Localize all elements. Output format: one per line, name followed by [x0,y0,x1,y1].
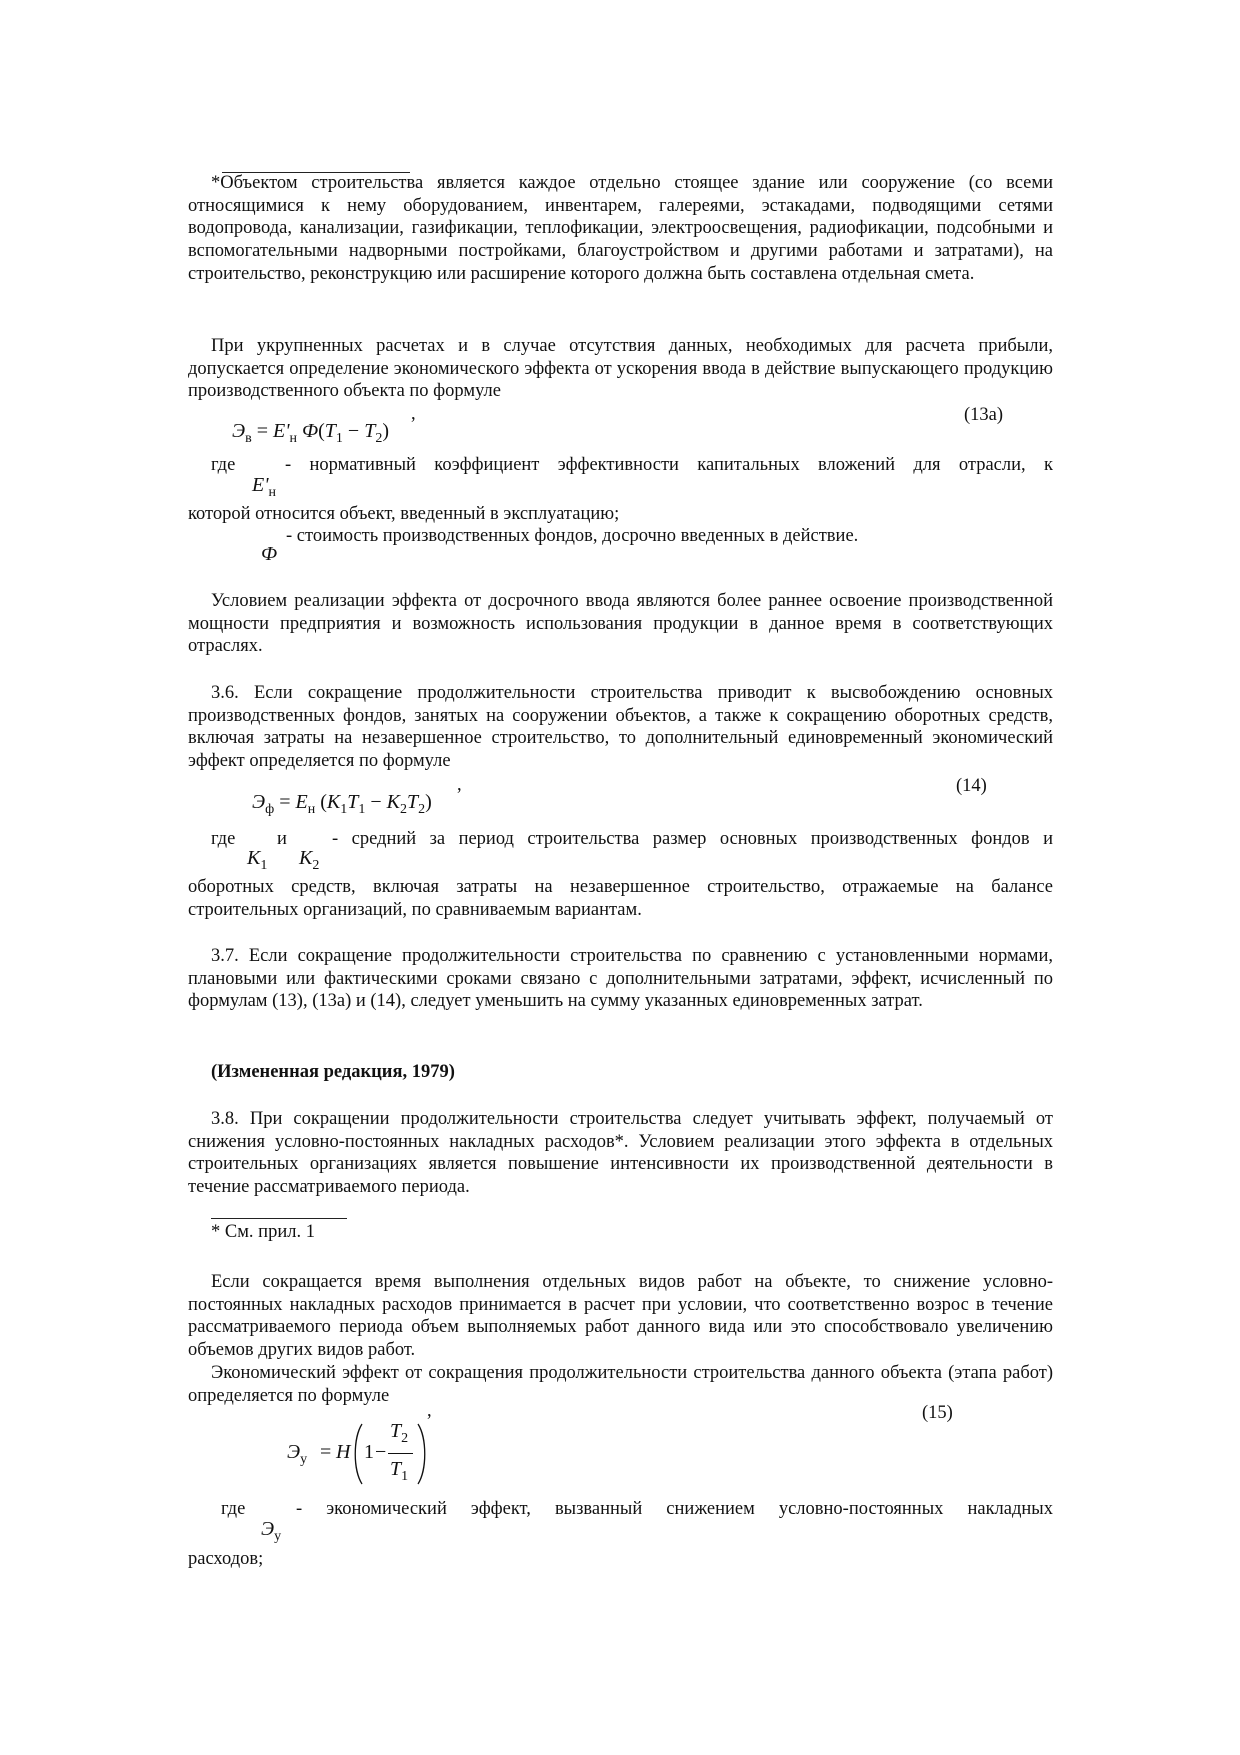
paragraph-3-6: 3.6. Если сокращение продолжительности строительства приводит к высвобождению основных производственных фондов, занятых на сооружении объектов, а также к сокращению оборотных средств, включая затраты на незавершенное строительство, то дополнительный единовременный экономический эффект определяется по формуле [188,683,1053,772]
section-3-7 [188,945,1053,1013]
formula-15-den: T [390,1458,402,1480]
paragraph-13a-intro: При укрупненных расчетах и в случае отсутствия данных, необходимых для расчета прибыли, допускается определение экономического эффекта от ускорения ввода в действие выпускающего продукцию производственного объекта по формуле [188,336,1053,402]
formula-14-k2-sub: 2 [399,801,407,817]
formula-14-lhs-sub: ф [265,801,275,817]
equation-number-13a: (13а) [964,405,1004,425]
formula-15-eq: = [320,1441,332,1463]
formula-15-one: 1 [364,1441,374,1463]
formula-13a-e: E' [273,420,290,442]
formula-13a-comma: , [411,404,416,424]
where-14-k2-sub: 2 [312,857,320,873]
formula-13a-t1: T [324,420,336,442]
equation-number-14: (14) [956,776,987,796]
where-13a-e-sym: E' [252,474,269,496]
section-3-8 [188,1108,1053,1199]
formula-14-minus: − [370,791,382,813]
where-14-k2-sym: K [299,847,313,869]
formula-14-eq: = [279,791,291,813]
formula-14-comma: , [457,775,462,795]
where-15-sym-sub: у [274,1528,282,1544]
where-13a-e-sub: н [268,484,276,500]
formula-14-t1-sub: 1 [358,801,366,817]
where-15-desc: - экономический эффект, вызванный снижением условно-постоянных накладных [296,1499,1053,1519]
where-14-gde: где [211,829,236,849]
where-14-k2-symbol [299,847,319,874]
formula-15-minus: − [375,1441,387,1463]
formula-15-h: H [336,1441,351,1463]
formula-15-lhs: Э [287,1441,301,1463]
formula-14-k1: K [326,791,341,813]
where-14-desc-cont-block [188,876,1053,921]
formula-14-k1-sub: 1 [340,801,348,817]
where-14-k1-sub: 1 [260,857,268,873]
formula-14-t1: T [347,791,359,813]
formula-15-right-paren [415,1422,429,1486]
where-14-k1-sym: K [247,847,261,869]
formula-13a-phi: Ф [302,420,319,442]
where-14-desc-cont: оборотных средств, включая затраты на незавершенное строительство, отражаемые на балансе строительных организаций, по сравниваемым вариантам. [188,877,1053,920]
section-3-6 [188,682,1053,773]
formula-15-lhs-sub: у [300,1451,308,1467]
section-reduce [188,1271,1053,1362]
where-13a-phi-symbol [261,543,277,566]
formula-13a-lhs: Э [232,420,246,442]
where-14-k1-symbol [247,847,267,874]
where-13a-e-desc-cont: которой относится объект, введенный в эксплуатацию; [188,504,620,524]
formula-14-e-sub: н [307,801,316,817]
where-13a-phi-sym: Ф [261,543,278,565]
paragraph-3-8: 3.8. При сокращении продолжительности строительства следует учитывать эффект, получаемый от снижения условно-постоянных накладных расходов*. Условием реализации этого эффекта в отдельных строительных организациях является повышение интенсивности их производственной деятельности в течение рассматриваемого периода. [188,1109,1053,1198]
where-15-desc-cont: расходов; [188,1549,264,1569]
formula-13a-lhs-sub: в [245,430,252,446]
formula-14-k2: K [386,791,400,813]
formula-15-fraction-bar [388,1453,413,1454]
formula-15 [287,1420,447,1490]
where-13a-e-desc: - нормативный коэффициент эффективности капитальных вложений для отрасли, к [285,455,1053,475]
where-13a-phi-desc: - стоимость производственных фондов, досрочно введенных в действие. [286,526,859,546]
formula-15-comma: , [427,1401,432,1421]
section-econ [188,1362,1053,1407]
where-13a-gde: где [211,455,236,475]
where-15-sym: Э [261,1518,275,1540]
where-13a-e-symbol [252,474,276,501]
formula-13a-e-sub: н [289,430,298,446]
paragraph-econ: Экономический эффект от сокращения продолжительности строительства данного объекта (этапа работ) определяется по формуле [188,1363,1053,1406]
section-13a-intro [188,335,1053,403]
formula-14-e: E [295,791,308,813]
formula-15-den-sub: 1 [401,1468,409,1484]
formula-13a: $Э_в = E'_н$ $Ф(T_1 - T_2)$ [232,420,389,446]
formula-15-num: T [390,1420,402,1442]
footnote-objekt [188,172,1053,286]
footnote-2: * См. прил. 1 [211,1222,315,1242]
formula-13a-t2-sub: 2 [375,430,383,446]
formula-14: $Э_ф = E_н$ $(K_1T_1 - K_2T_2)$ [252,791,432,817]
paragraph-reduce: Если сокращается время выполнения отдельных видов работ на объекте, то снижение условно-постоянных накладных расходов принимается в расчет при условии, что соответственно возрос в течение рассматриваемого периода объем выполняемых работ данного вида или это способствовало увеличению объемов других видов работ. [188,1272,1053,1361]
paragraph-condition: Условием реализации эффекта от досрочного ввода являются более раннее освоение производственной мощности предприятия и возможность использования продукции в данное время в соответствующих отраслях. [188,591,1053,657]
formula-13a-t2: T [364,420,376,442]
formula-14-lhs: Э [252,791,266,813]
formula-13a-eq: = [256,420,269,442]
equation-number-15: (15) [922,1403,953,1423]
formula-15-num-sub: 2 [401,1430,409,1446]
formula-14-t2-sub: 2 [418,801,426,817]
formula-14-t2: T [406,791,419,813]
formula-13a-minus: − [347,420,360,442]
formula-13a-t1-sub: 1 [335,430,343,446]
edition-note: (Измененная редакция, 1979) [211,1062,455,1082]
section-condition [188,590,1053,658]
formula-15-left-paren [351,1422,365,1486]
footnote-objekt-text: *Объектом строительства является каждое отдельно стоящее здание или сооружение (со всеми относящимися к нему оборудованием, инвентарем, галереями, эстакадами, подводящими сетями водопровода, канализации, газификации, теплофикации, электроосвещения, радиофикации, подсобными и вспомогательными надворными постройками, благоустройством и другими работами и затратами), на строительство, реконструкцию или расширение которого должна быть составлена отдельная смета. [188,173,1053,284]
where-14-desc: - средний за период строительства размер основных производственных фондов и [332,829,1053,849]
footnote-2-rule [211,1218,347,1219]
where-15-gde: где [221,1499,246,1519]
where-15-symbol [261,1518,281,1545]
paragraph-3-7: 3.7. Если сокращение продолжительности строительства по сравнению с установленными нормами, плановыми или фактическими сроками связано с дополнительными затратами, эффект, исчисленный по формулам (13), (13а) и (14), следует уменьшить на сумму указанных единовременных затрат. [188,946,1053,1012]
where-14-and: и [277,829,287,849]
